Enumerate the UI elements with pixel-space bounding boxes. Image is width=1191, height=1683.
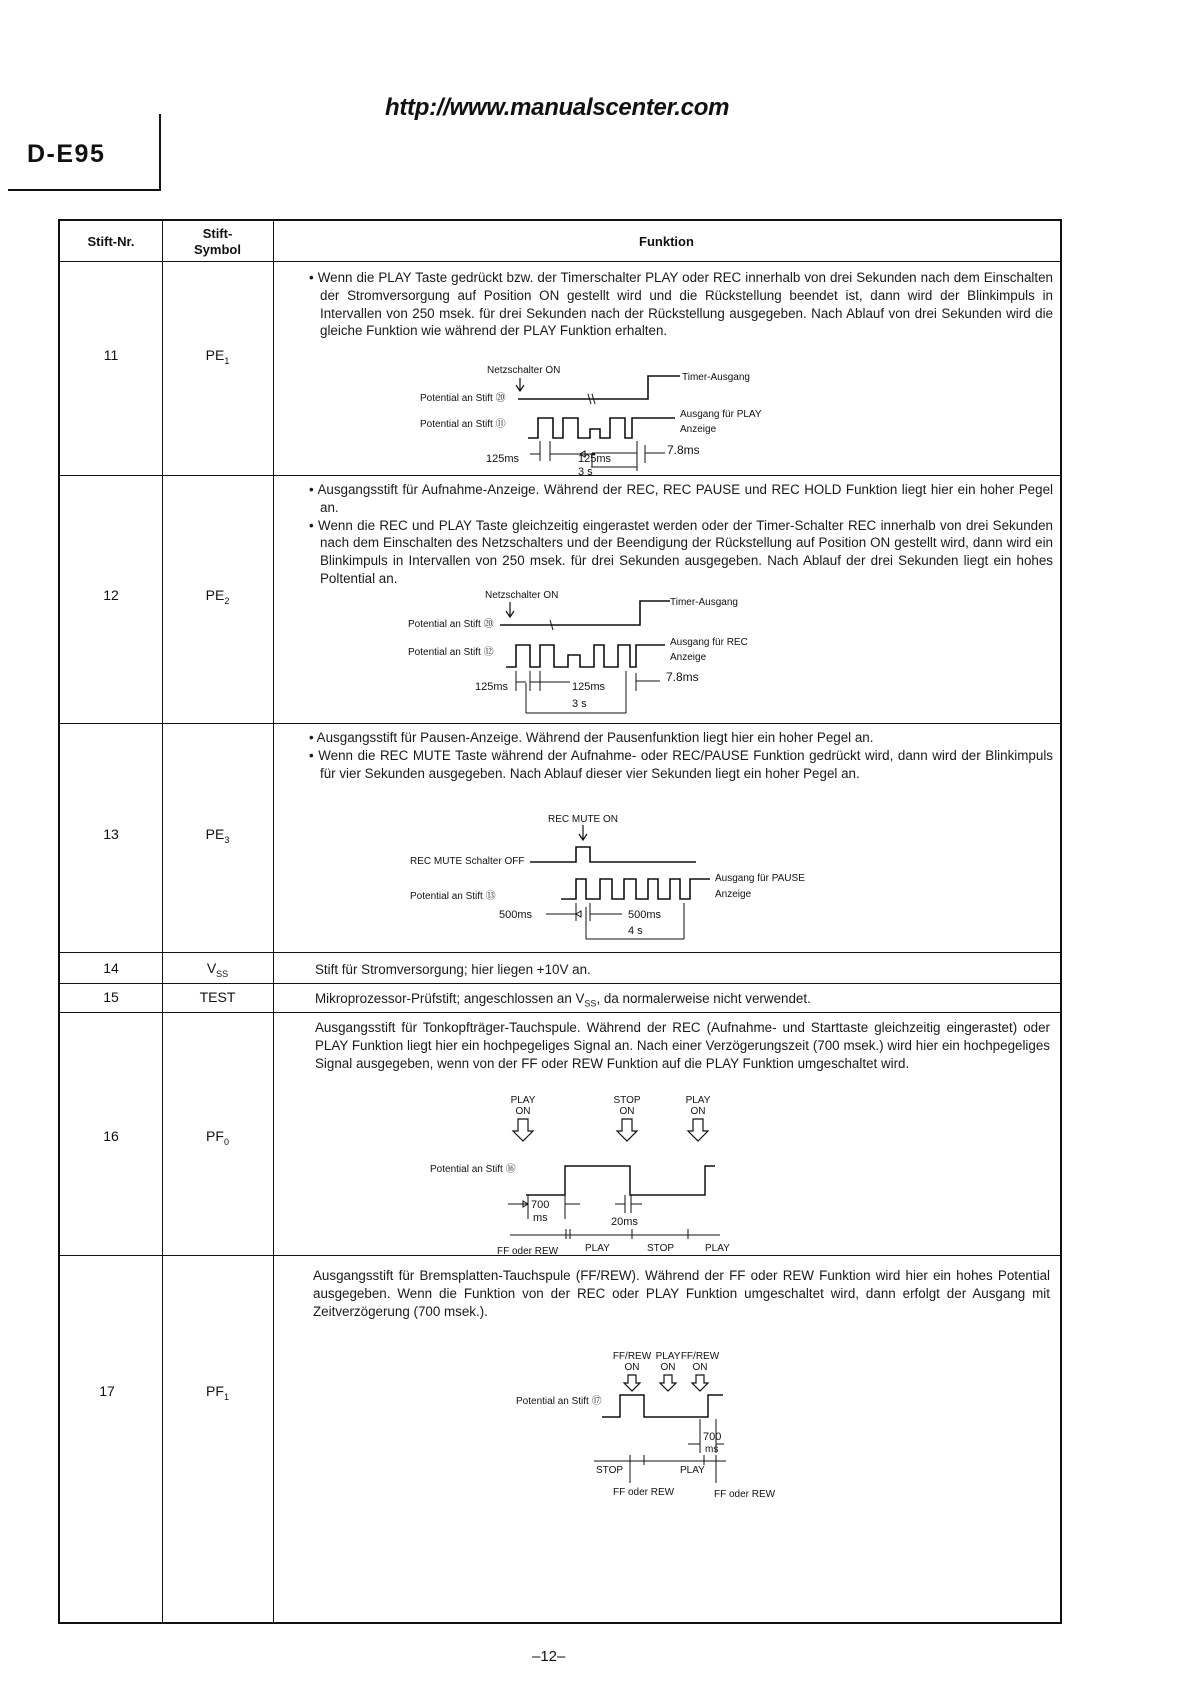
diagram-label: 20ms xyxy=(611,1216,638,1228)
diagram-label: 7.8ms xyxy=(666,670,699,684)
waveform xyxy=(561,879,710,899)
diagram-label: Potential an Stift ⑯ xyxy=(430,1164,516,1175)
function-text: Stift für Stromversorgung; hier liegen +10V an. xyxy=(315,962,591,977)
model-box-underline xyxy=(8,189,161,191)
model-box-divider xyxy=(159,114,161,190)
diagram-label: Anzeige xyxy=(715,889,752,900)
arrow-down-icon xyxy=(688,1119,708,1141)
bullet-item: • Ausgangsstift für Aufnahme-Anzeige. Während der REC, REC PAUSE und REC HOLD Funktion liegt hier ein hoher Pegel an. xyxy=(309,482,1053,515)
diagram-label: FF/REW xyxy=(680,1351,720,1362)
diagram-label: 700 xyxy=(703,1431,722,1443)
pin-symbol: $PF_1$ xyxy=(206,1383,229,1402)
diagram-label: Netzschalter ON xyxy=(487,365,561,376)
dimension-line xyxy=(516,671,570,691)
diagram-label: PLAY xyxy=(510,1095,536,1106)
page-number: –12– xyxy=(532,1648,566,1665)
diagram-label: 125ms xyxy=(578,453,612,465)
header-symbol-line1: Stift- xyxy=(202,226,233,242)
diagram-label: 125ms xyxy=(486,453,520,465)
diagram-label: Timer-Ausgang xyxy=(670,597,738,608)
diagram-label: 7.8ms xyxy=(667,443,700,457)
pin-number: 11 xyxy=(103,347,119,363)
pin-symbol: $PE_1$ xyxy=(205,347,230,366)
function-text xyxy=(308,269,1053,340)
diagram-label: REC MUTE Schalter OFF xyxy=(410,856,525,867)
bullet-item: • Wenn die REC MUTE Taste während der Aufnahme- oder REC/PAUSE Funktion gedrückt wird, dann wird der Blinkimpuls für vier Sekunden ausgegeben. Nach Ablauf dieser vier Sekunden liegt ein hoher Pegel an. xyxy=(309,747,1053,781)
diagram-label: ON xyxy=(692,1362,708,1373)
waveform xyxy=(528,418,675,438)
diagram-label: PLAY xyxy=(685,1095,711,1106)
diagram-label: ON xyxy=(624,1362,640,1373)
dimension-line xyxy=(636,673,660,691)
bullet-item: • Ausgangsstift für Pausen-Anzeige. Während der Pausenfunktion liegt hier ein hoher Pegel an. xyxy=(309,730,874,745)
pin-symbol: $PE_2$ xyxy=(205,587,230,606)
arrow-down-icon xyxy=(617,1119,637,1141)
waveform xyxy=(506,645,665,667)
pin-number: 16 xyxy=(103,1128,119,1144)
diagram-label: PLAY xyxy=(705,1243,730,1254)
arrow-down-icon xyxy=(624,1375,640,1391)
header-symbol-line2: Symbol xyxy=(194,242,241,257)
bullet-item: • Wenn die PLAY Taste gedrückt bzw. der Timerschalter PLAY oder REC innerhalb von drei Sekunden nach dem Einschalten der Stromversorgung auf Position ON gestellt wird und die Rückstellung beendet ist, dann wird der Blinkimpuls in Intervallen von 250 msek. für drei Sekunden nach der Rückstellung ausgegeben. Nach Ablauf von drei Sekunden wird die gleiche Funktion wie während der PLAY Funktion erhalten. xyxy=(309,270,1053,339)
pin-symbol: TEST xyxy=(199,989,236,1005)
diagram-label: REC MUTE ON xyxy=(548,814,618,825)
row-divider xyxy=(60,952,1060,953)
pin-symbol: $PF_0$ xyxy=(206,1128,229,1147)
waveform xyxy=(518,376,680,399)
diagram-label: ms xyxy=(533,1212,548,1224)
model-number: D-E95 xyxy=(27,140,106,168)
timing-diagram-pin-11 xyxy=(400,361,800,478)
diagram-label: Anzeige xyxy=(670,652,707,663)
diagram-label: ON xyxy=(619,1106,635,1117)
diagram-label: 125ms xyxy=(475,681,509,693)
dimension-line xyxy=(546,903,622,921)
diagram-label: Potential an Stift ⑪ xyxy=(420,419,506,430)
timing-diagram-pin-13 xyxy=(410,811,805,943)
function-text xyxy=(308,729,1053,782)
pin-symbol: $PE_3$ xyxy=(205,826,230,845)
arrow-down-icon xyxy=(660,1375,676,1391)
column-divider xyxy=(162,221,163,1622)
diagram-label: 3 s xyxy=(578,466,593,478)
diagram-label: Ausgang für REC xyxy=(670,637,748,648)
diagram-label: STOP xyxy=(596,1465,624,1476)
diagram-label: Ausgang für PLAY xyxy=(680,409,762,420)
arrow-down-icon xyxy=(506,602,514,617)
waveform xyxy=(602,1395,723,1417)
row-divider xyxy=(60,1255,1060,1256)
dimension-line xyxy=(645,445,665,463)
pin-function-table xyxy=(58,219,1062,1624)
source-url: http://www.manualscenter.com xyxy=(385,94,730,121)
pin-number: 13 xyxy=(103,826,119,842)
diagram-label: STOP xyxy=(613,1095,641,1106)
diagram-label: PLAY xyxy=(680,1465,705,1476)
diagram-label: Ausgang für PAUSE xyxy=(715,873,805,884)
diagram-label: ms xyxy=(705,1444,719,1455)
diagram-label: FF oder REW xyxy=(714,1489,776,1500)
waveform xyxy=(500,601,670,625)
diagram-label: ON xyxy=(660,1362,676,1373)
timing-diagram-pin-17 xyxy=(468,1349,776,1500)
row-divider xyxy=(60,475,1060,476)
waveform xyxy=(530,847,696,862)
function-text: Ausgangsstift für Tonkopfträger-Tauchspule. Während der REC (Aufnahme- und Starttaste gleichzeitig eingerastet) oder PLAY Funktion liegt hier ein hochpegeliges Signal an. Nach einer Verzögerungszeit (700 msek.) wird hier ein hochpegeliges Signal ausgegeben, wenn von der FF oder REW Funktion auf die PLAY Funktion umgeschaltet wird. xyxy=(315,1020,1050,1071)
diagram-label: ON xyxy=(690,1106,706,1117)
bullet-item: • Wenn die REC und PLAY Taste gleichzeitig eingerastet werden oder der Timer-Schalter REC innerhalb von drei Sekunden nach dem Einschalten des Netzschalters und der Beendigung der Rückstellung auf Position ON gestellt wird, dann wird ein Blinkimpuls in Intervallen von 250 msek. für drei Sekunden ausgegeben. Nach Ablauf der drei Sekunden liegt ein hohes Poltential an. xyxy=(309,517,1053,586)
arrow-down-icon xyxy=(692,1375,708,1391)
diagram-label: 4 s xyxy=(628,925,643,937)
dimension-line xyxy=(510,1229,720,1239)
waveform xyxy=(526,1166,715,1195)
header-pin: Stift-Nr. xyxy=(87,234,135,250)
function-text: Ausgangsstift für Bremsplatten-Tauchspule (FF/REW). Während der FF oder REW Funktion wird hier ein hohes Potential ausgegeben. Wenn die Funktion von der REC oder PLAY Funktion umgeschaltet wird, dann erfolgt der Ausgang mit Zeitverzögerung (700 msek.). xyxy=(313,1268,1050,1319)
diagram-label: Potential an Stift ⑳ xyxy=(408,619,494,630)
diagram-label: FF/REW xyxy=(612,1351,652,1362)
diagram-label: Timer-Ausgang xyxy=(682,372,750,383)
diagram-label: ON xyxy=(515,1106,531,1117)
pin-number: 14 xyxy=(103,960,119,976)
arrow-down-icon xyxy=(516,378,524,391)
diagram-label: 500ms xyxy=(499,909,533,921)
function-text xyxy=(308,481,1053,588)
diagram-label: Anzeige xyxy=(680,424,717,435)
header-function: Funktion xyxy=(639,234,694,250)
diagram-label: FF oder REW xyxy=(497,1246,559,1257)
diagram-label: 700 xyxy=(531,1199,550,1211)
pin-number: 17 xyxy=(99,1383,115,1399)
timing-diagram-pin-16 xyxy=(430,1091,760,1257)
diagram-label: PLAY xyxy=(655,1351,681,1362)
diagram-label: 3 s xyxy=(572,698,587,710)
arrow-down-icon xyxy=(513,1119,533,1141)
diagram-label: 125ms xyxy=(572,681,606,693)
diagram-label: PLAY xyxy=(585,1243,610,1254)
diagram-label: Potential an Stift ⑬ xyxy=(410,891,496,902)
header-symbol xyxy=(162,221,273,263)
diagram-label: 500ms xyxy=(628,909,662,921)
column-divider xyxy=(273,221,274,1622)
diagram-label: FF oder REW xyxy=(613,1487,675,1498)
row-divider xyxy=(60,723,1060,724)
diagram-label: Netzschalter ON xyxy=(485,590,559,601)
diagram-label: Potential an Stift ⑫ xyxy=(408,647,494,658)
function-text: Mikroprozessor-Prüfstift; angeschlossen an $V_{SS}$, da normalerweise nicht verwendet. xyxy=(315,991,811,1009)
dimension-line xyxy=(615,1195,642,1213)
arrow-down-icon xyxy=(579,825,587,840)
diagram-label: Potential an Stift ⑳ xyxy=(420,393,506,404)
timing-diagram-pin-12 xyxy=(390,587,810,719)
diagram-label: STOP xyxy=(647,1243,675,1254)
row-divider xyxy=(60,983,1060,984)
diagram-label: Potential an Stift ⑰ xyxy=(516,1396,602,1407)
pin-number: 12 xyxy=(103,587,119,603)
pin-number: 15 xyxy=(103,989,119,1005)
pin-symbol: $V_{SS}$ xyxy=(206,960,229,979)
